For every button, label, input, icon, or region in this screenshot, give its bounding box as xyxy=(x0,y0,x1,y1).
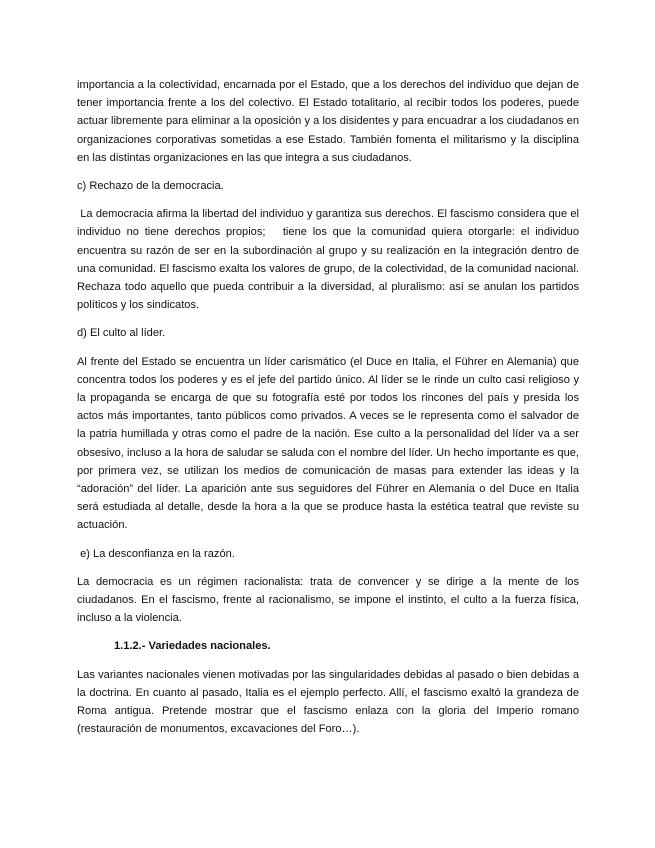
paragraph-rechazo-democracia: La democracia afirma la libertad del individuo y garantiza sus derechos. El fascismo considera que el individuo no tiene derechos propios; tiene los que la comunidad quiera otorgarle: el individuo encuentra su razón de ser en la subordinación al grupo y su realización en la integración dentro de una comunidad. El fascismo exalta los valores de grupo, de la colectividad, de la comunidad nacional. Rechaza todo aquello que pueda contribuir a la diversidad, al pluralismo: así se anulan los partidos políticos y los sindicatos. xyxy=(77,208,586,312)
intro-paragraph: importancia a la colectividad, encarnada por el Estado, que a los derechos del individuo que dejan de tener importancia frente a los del colectivo. El Estado totalitario, al recibir todos los poderes, puede actuar libremente para eliminar a la oposición y a los disidentes y para encuadrar a los ciudadanos en organizaciones corporativas sometidas a ese Estado. También fomenta el militarismo y la disciplina en las distintas organizaciones en las que integra a sus ciudadanos. xyxy=(77,79,579,164)
heading-rechazo-democracia: c) Rechazo de la democracia. xyxy=(77,180,224,193)
heading-desconfianza-razon: e) La desconfianza en la razón. xyxy=(77,547,235,560)
paragraph-culto-lider: Al frente del Estado se encuentra un líder carismático (el Duce en Italia, el Führer en Alemania) que concentra todos los poderes y es el jefe del partido único. Al líder se le rinde un culto casi religioso y la propaganda se encarga de que su fotografía esté por todos los rincones del país y presida los actos más importantes, tanto públicos como privados. A veces se le representa como el salvador de la patria humillada y otras como el padre de la nación. Ese culto a la personalidad del líder va a ser obsesivo, incluso a la hora de saludar se saluda con el nombre del líder. Un hecho importante es que, por primera vez, se utilizan los medios de comunicación de masas para extender las ideas y la “adoración” del líder. La aparición ante sus seguidores del Führer en Alemania o del Duce en Italia será estudiada al detalle, desde la hora a la que se produce hasta la estética teatral que reviste su actuación. xyxy=(77,355,579,532)
heading-culto-lider: d) El culto al líder. xyxy=(77,327,166,340)
paragraph-desconfianza-razon: La democracia es un régimen racionalista: trata de convencer y se dirige a la mente de los ciudadanos. En el fascismo, frente al racionalismo, se impone el instinto, el culto a la fuerza física, incluso a la violencia. xyxy=(77,575,579,625)
paragraph-variedades-nacionales: Las variantes nacionales vienen motivadas por las singularidades debidas al pasado o bien debidas a la doctrina. En cuanto al pasado, Italia es el ejemplo perfecto. Allí, el fascismo exaltó la grandeza de Roma antigua. Pretende mostrar que el fascismo enlaza con la gloria del Imperio romano (restauración de monumentos, excavaciones del Foro…). xyxy=(77,668,579,736)
document-page xyxy=(77,76,586,739)
subsection-title: 1.1.2.- Variedades nacionales. xyxy=(114,640,271,653)
